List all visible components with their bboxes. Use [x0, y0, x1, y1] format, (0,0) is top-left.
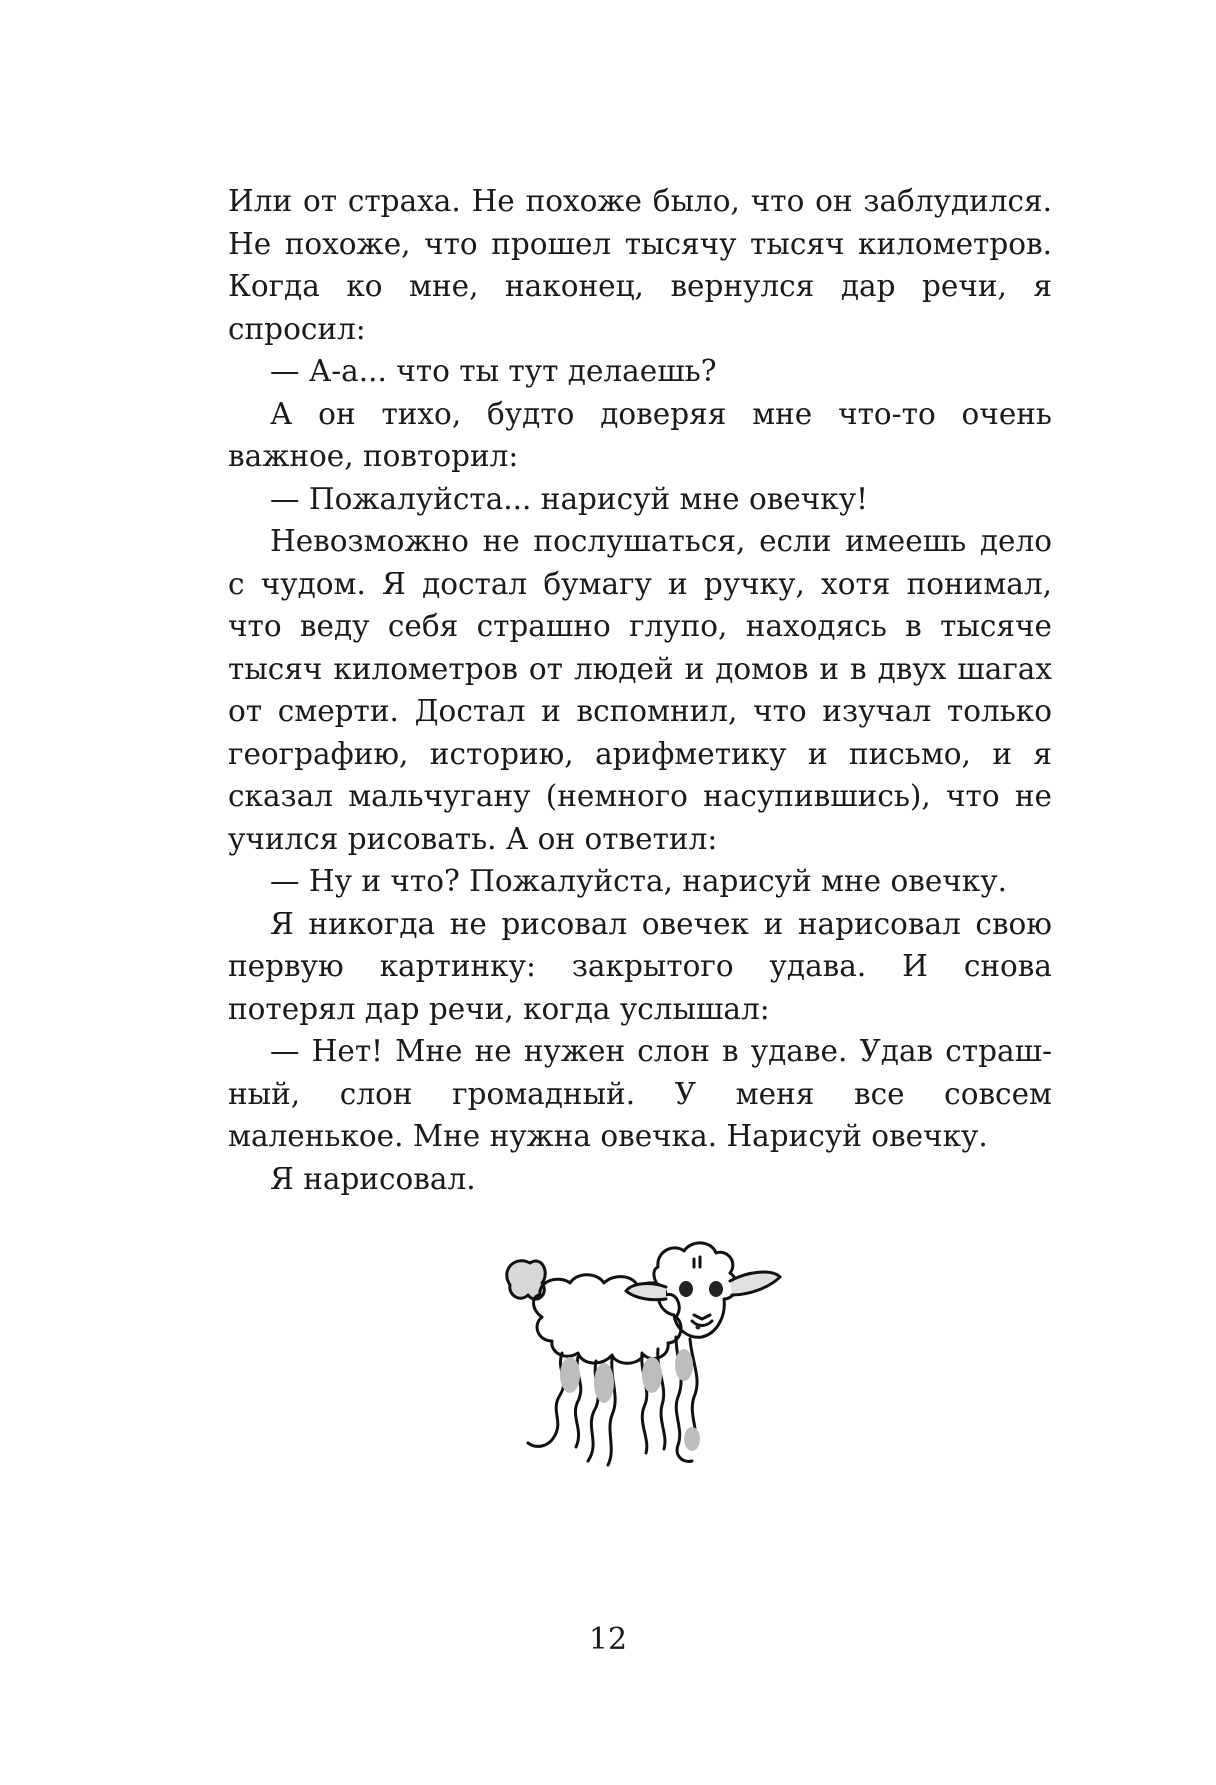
- paragraph: — Нет! Мне не нужен слон в удаве. Удав страшный, слон громадный. У меня все совсем маленькое. Мне нужна овечка. Нарисуй овечку.: [228, 1034, 1052, 1153]
- paragraph: Или от страха. Не похоже было, что он заблудился. Не похоже, что прошел тысячу тысяч километров. Когда ко мне, наконец, вернулся дар речи, я спросил:: [228, 184, 1052, 346]
- page-number: 12: [588, 1622, 628, 1657]
- paragraph: А он тихо, будто доверяя мне что-то очень важное, повторил:: [228, 396, 1052, 473]
- paragraph: — Ну и что? Пожалуйста, нарисуй мне овечку.: [270, 864, 1007, 898]
- body-text: [228, 180, 1052, 1200]
- sheep-drawing-icon: [480, 1225, 840, 1525]
- paragraph: — Пожалуйста... нарисуй мне овечку!: [270, 481, 868, 516]
- paragraph: Я никогда не рисовал овечек и нарисовал свою первую картинку: закрытого удава. И снова потерял дар речи, когда услышал:: [228, 906, 1052, 1026]
- paragraph: Я нарисовал.: [270, 1161, 476, 1196]
- paragraph: — А-а... что ты тут делаешь?: [270, 354, 717, 388]
- paragraph: Невозможно не послушаться, если имеешь дело с чудом. Я достал бумагу и ручку, хотя понимал, что веду себя страшно глупо, находясь в тысяче тысяч километров от людей и домов и в двух шагах от смерти. Достал и вспомнил, что изучал только географию, историю, арифметику и письмо, и я сказал мальчугану (немного насупившись), что не учился рисовать. А он ответил:: [228, 524, 1052, 856]
